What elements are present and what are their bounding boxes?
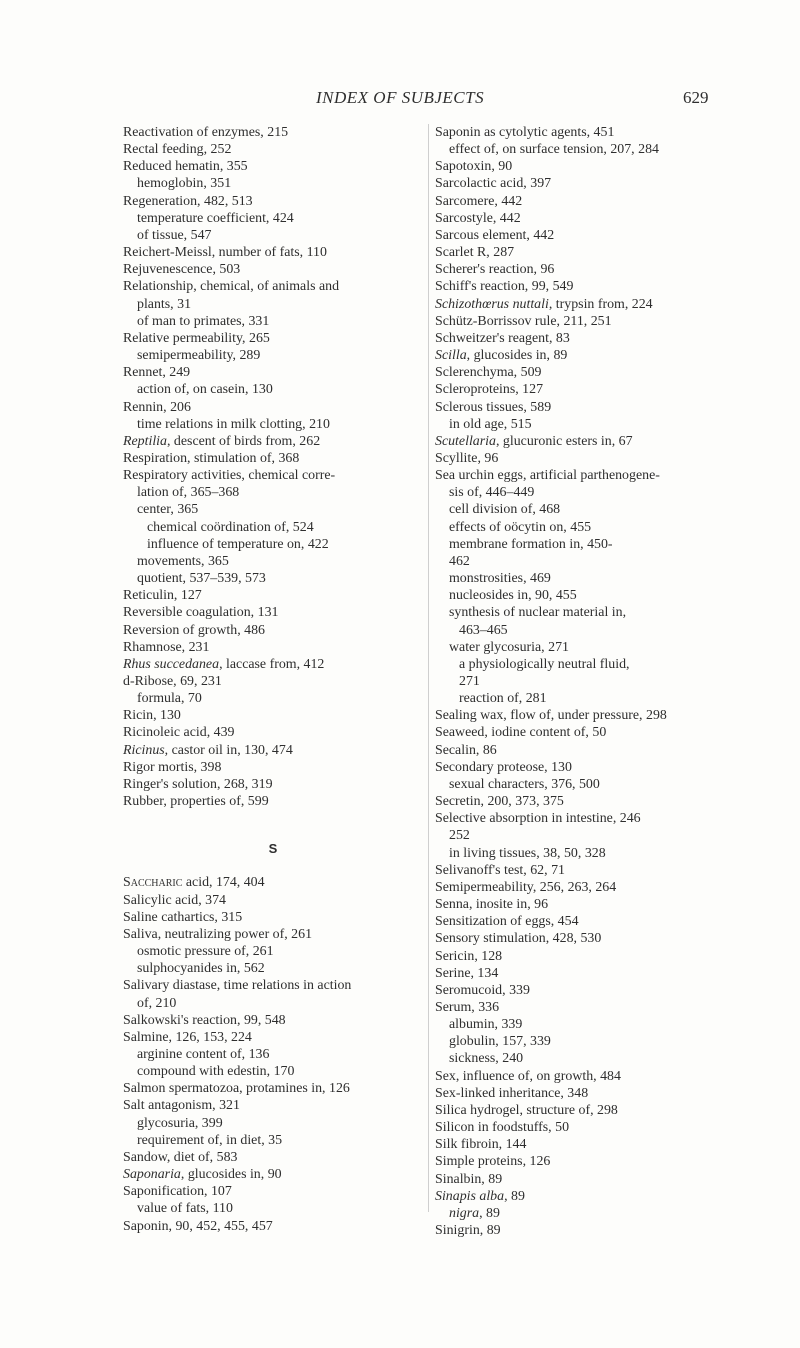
index-entry: lation of, 365–368 — [137, 485, 240, 501]
index-entry: temperature coefficient, 424 — [137, 210, 294, 226]
index-entry: Relative permeability, 265 — [123, 330, 270, 346]
index-entry: Salmine, 126, 153, 224 — [123, 1029, 252, 1045]
index-entry: 252 — [449, 828, 470, 844]
index-entry: reaction of, 281 — [459, 691, 547, 707]
index-entry: Sensitization of eggs, 454 — [435, 914, 579, 930]
index-entry: Seromucoid, 339 — [435, 982, 530, 998]
index-entry: Sealing wax, flow of, under pressure, 298 — [435, 708, 667, 724]
index-entry: Scherer's reaction, 96 — [435, 262, 555, 278]
index-entry: Sarcomere, 442 — [435, 193, 523, 209]
index-entry: Sandow, diet of, 583 — [123, 1149, 238, 1165]
index-entry: Ricinus, castor oil in, 130, 474 — [123, 742, 293, 758]
index-entry: 462 — [449, 553, 470, 569]
index-entry: Semipermeability, 256, 263, 264 — [435, 879, 617, 895]
index-entry: of man to primates, 331 — [137, 313, 270, 329]
index-entry: Senna, inosite in, 96 — [435, 897, 549, 913]
index-entry: cell division of, 468 — [449, 502, 561, 518]
index-entry: Reichert-Meissl, number of fats, 110 — [123, 245, 327, 261]
index-entry: Silicon in foodstuffs, 50 — [435, 1120, 570, 1136]
right-column — [435, 124, 695, 1239]
index-entry: Reticulin, 127 — [123, 588, 202, 604]
index-entry: Salicylic acid, 374 — [123, 892, 226, 908]
index-entry: Sarcous element, 442 — [435, 227, 555, 243]
index-entry: a physiologically neutral fluid, — [459, 656, 630, 672]
index-entry: Salivary diastase, time relations in action — [123, 978, 352, 994]
index-entry: requirement of, in diet, 35 — [137, 1132, 283, 1148]
index-entry: Scutellaria, glucuronic esters in, 67 — [435, 433, 633, 449]
index-entry: Ricinoleic acid, 439 — [123, 725, 235, 741]
index-entry: Saponin, 90, 452, 455, 457 — [123, 1218, 273, 1234]
index-entry: Salmon spermatozoa, protamines in, 126 — [123, 1081, 350, 1097]
index-entry: Reversion of growth, 486 — [123, 622, 265, 638]
index-entry: synthesis of nuclear material in, — [449, 605, 627, 621]
index-entry: sis of, 446–449 — [449, 485, 535, 501]
index-entry: Sea urchin eggs, artificial parthenogene- — [435, 468, 660, 484]
index-entry: Selective absorption in intestine, 246 — [435, 811, 641, 827]
index-entry: Respiration, stimulation of, 368 — [123, 450, 300, 466]
index-entry: Reactivation of enzymes, 215 — [123, 125, 289, 140]
index-entry: Sensory stimulation, 428, 530 — [435, 931, 602, 947]
index-entry: 463–465 — [459, 622, 508, 638]
index-entry: Ringer's solution, 268, 319 — [123, 776, 273, 792]
index-entry: Sclerenchyma, 509 — [435, 365, 542, 381]
index-entry: Schütz-Borrissov rule, 211, 251 — [435, 313, 612, 329]
index-entry: formula, 70 — [137, 691, 202, 707]
index-entry: arginine content of, 136 — [137, 1046, 270, 1062]
index-entry: Regeneration, 482, 513 — [123, 193, 253, 209]
index-entry: movements, 365 — [137, 553, 229, 569]
index-entry: Scyllite, 96 — [435, 450, 499, 466]
index-entry: Sapotoxin, 90 — [435, 159, 513, 175]
index-entry: Saponification, 107 — [123, 1184, 232, 1200]
index-entry: Sericin, 128 — [435, 948, 503, 964]
index-entry: Sarcostyle, 442 — [435, 210, 521, 226]
index-entry: Rejuvenescence, 503 — [123, 262, 241, 278]
page-number: 629 — [683, 88, 709, 107]
index-entry: center, 365 — [137, 502, 199, 518]
index-entry: influence of temperature on, 422 — [147, 536, 329, 552]
index-entry: Serum, 336 — [435, 999, 500, 1015]
index-entry: Sarcolactic acid, 397 — [435, 176, 552, 192]
index-entry: monstrosities, 469 — [449, 571, 551, 587]
index-entry: Saponin as cytolytic agents, 451 — [435, 125, 615, 140]
index-entry: Secalin, 86 — [435, 742, 497, 758]
index-entry: Salt antagonism, 321 — [123, 1098, 240, 1114]
index-entry: time relations in milk clotting, 210 — [137, 416, 330, 432]
index-entry: Silk fibroin, 144 — [435, 1137, 527, 1153]
index-entry: compound with edestin, 170 — [137, 1064, 295, 1080]
index-entry: Reduced hematin, 355 — [123, 159, 248, 175]
page-header — [0, 88, 800, 112]
index-entry: Sex-linked inheritance, 348 — [435, 1085, 589, 1101]
index-entry: Saccharic acid, 174, 404 — [123, 875, 265, 891]
index-entry: nucleosides in, 90, 455 — [449, 588, 577, 604]
index-entry: Scilla, glucosides in, 89 — [435, 348, 568, 364]
index-entry: action of, on casein, 130 — [137, 382, 273, 398]
index-entry: Silica hydrogel, structure of, 298 — [435, 1102, 618, 1118]
index-entry: Ricin, 130 — [123, 708, 181, 724]
index-entry: water glycosuria, 271 — [449, 639, 569, 655]
index-entry: sexual characters, 376, 500 — [449, 776, 600, 792]
index-entry: sickness, 240 — [449, 1051, 524, 1067]
section-letter-heading: S — [268, 841, 278, 857]
index-entry: semipermeability, 289 — [137, 348, 261, 364]
index-entry: Relationship, chemical, of animals and — [123, 279, 340, 295]
index-entry: Rennin, 206 — [123, 399, 191, 415]
index-entry: Rennet, 249 — [123, 365, 191, 381]
index-entry: Secretin, 200, 373, 375 — [435, 794, 564, 810]
index-entry: Saliva, neutralizing power of, 261 — [123, 926, 313, 942]
index-entry: Scarlet R, 287 — [435, 245, 515, 261]
index-entry: of, 210 — [137, 995, 177, 1011]
index-entry: hemoglobin, 351 — [137, 176, 232, 192]
index-entry: Schweitzer's reagent, 83 — [435, 330, 570, 346]
index-entry: Saline cathartics, 315 — [123, 909, 243, 925]
index-entry: Sclerous tissues, 589 — [435, 399, 552, 415]
index-entry: Sinigrin, 89 — [435, 1223, 501, 1238]
index-entry: nigra, 89 — [449, 1205, 500, 1221]
index-entry: albumin, 339 — [449, 1017, 523, 1033]
index-entry: 271 — [459, 674, 480, 689]
index-entry: Rigor mortis, 398 — [123, 759, 222, 775]
index-entry: Rhus succedanea, laccase from, 412 — [123, 656, 325, 672]
index-entry: Rectal feeding, 252 — [123, 142, 232, 158]
index-entry: Simple proteins, 126 — [435, 1154, 551, 1170]
index-entry: Salkowski's reaction, 99, 548 — [123, 1012, 286, 1028]
running-title: INDEX OF SUBJECTS — [316, 88, 485, 107]
index-entries-s-left — [123, 874, 423, 1234]
index-entry: membrane formation in, 450- — [449, 536, 613, 552]
index-entry: Selivanoff's test, 62, 71 — [435, 862, 565, 878]
index-entry: Secondary proteose, 130 — [435, 759, 572, 775]
index-entry: effects of oöcytin on, 455 — [449, 519, 592, 535]
index-entry: Schizothœrus nuttali, trypsin from, 224 — [435, 296, 653, 312]
index-entry: osmotic pressure of, 261 — [137, 944, 274, 960]
index-entry: Rubber, properties of, 599 — [123, 794, 269, 810]
index-entry: value of fats, 110 — [137, 1201, 233, 1217]
index-entries-s-right — [435, 124, 695, 1239]
left-column — [123, 124, 423, 1235]
index-entry: Serine, 134 — [435, 965, 499, 981]
index-entry: quotient, 537–539, 573 — [137, 571, 266, 587]
index-entry: in living tissues, 38, 50, 328 — [449, 845, 606, 861]
index-entry: Sinapis alba, 89 — [435, 1188, 525, 1204]
index-entry: d-Ribose, 69, 231 — [123, 674, 222, 689]
index-entry: glycosuria, 399 — [137, 1115, 223, 1131]
column-divider — [428, 124, 429, 1212]
index-entry: chemical coördination of, 524 — [147, 519, 314, 535]
index-entry: plants, 31 — [137, 296, 192, 312]
index-entry: in old age, 515 — [449, 416, 532, 432]
index-entry: globulin, 157, 339 — [449, 1034, 551, 1050]
index-entry: Scleroproteins, 127 — [435, 382, 544, 398]
index-entries-r — [123, 124, 423, 810]
index-entry: Sex, influence of, on growth, 484 — [435, 1068, 621, 1084]
index-entry: effect of, on surface tension, 207, 284 — [449, 142, 659, 158]
index-entry: Seaweed, iodine content of, 50 — [435, 725, 607, 741]
index-entry: Rhamnose, 231 — [123, 639, 210, 655]
index-entry: Sinalbin, 89 — [435, 1171, 503, 1187]
index-entry: sulphocyanides in, 562 — [137, 961, 265, 977]
index-entry: of tissue, 547 — [137, 227, 212, 243]
index-entry: Saponaria, glucosides in, 90 — [123, 1167, 282, 1183]
index-entry: Reptilia, descent of birds from, 262 — [123, 433, 321, 449]
index-entry: Respiratory activities, chemical corre- — [123, 468, 336, 484]
index-entry: Reversible coagulation, 131 — [123, 605, 279, 621]
index-entry: Schiff's reaction, 99, 549 — [435, 279, 574, 295]
